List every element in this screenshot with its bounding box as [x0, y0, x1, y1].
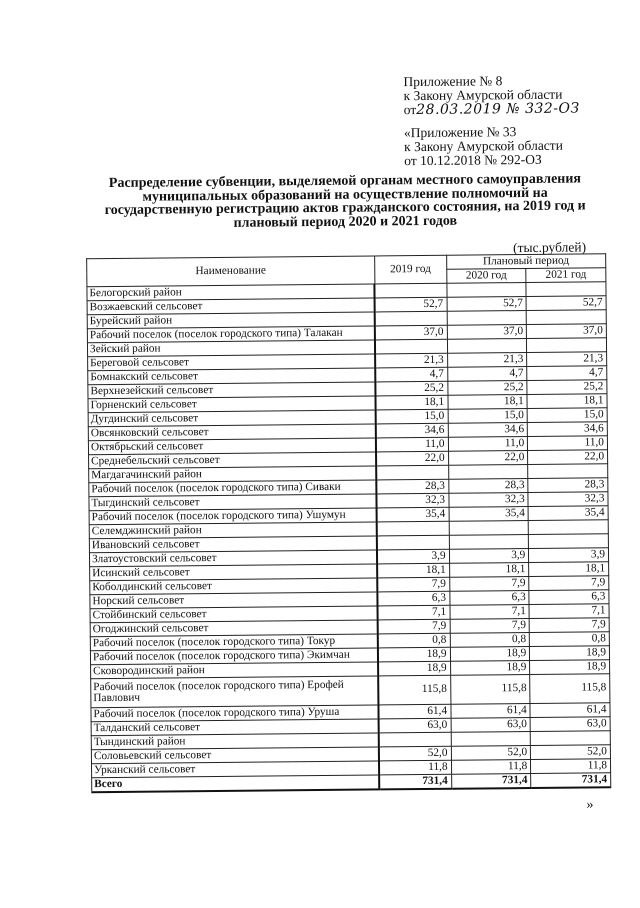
row-value-2021: 15,0	[527, 408, 607, 423]
row-value-2019: 0,8	[378, 633, 450, 648]
row-value-2019: 28,3	[377, 479, 449, 494]
row-value-2021	[528, 464, 608, 479]
row-value-2020: 11,8	[451, 759, 531, 774]
row-value-2021: 34,6	[528, 422, 608, 437]
row-value-2020: 18,1	[449, 563, 529, 578]
row-value-2020: 63,0	[451, 717, 531, 732]
closing-quote: »	[586, 797, 594, 813]
row-value-2020	[447, 311, 527, 326]
row-value-2021: 11,0	[528, 436, 608, 451]
row-name: Возжаевский сельсовет	[87, 298, 375, 315]
row-value-2019: 6,3	[378, 591, 450, 606]
appendix-8-line1: Приложение № 8	[403, 73, 503, 90]
row-value-2021	[529, 534, 609, 549]
row-name: Соловьевский сельсовет	[91, 747, 379, 764]
row-value-2021: 7,9	[529, 618, 609, 633]
row-value-2021: 11,8	[531, 759, 611, 774]
row-name: Норский сельсовет	[90, 592, 378, 609]
row-value-2019: 18,1	[377, 563, 449, 578]
row-value-2021	[526, 282, 606, 297]
row-value-2020: 32,3	[448, 493, 528, 508]
row-value-2019: 18,9	[378, 661, 450, 676]
row-value-2021: 52,0	[531, 745, 611, 760]
row-value-2020: 15,0	[448, 409, 528, 424]
row-value-2020	[447, 339, 527, 354]
row-value-2019: 63,0	[379, 718, 451, 733]
row-name: Верхнезейский сельсовет	[88, 382, 376, 399]
row-value-2019: 4,7	[376, 367, 448, 382]
row-value-2019: 32,3	[377, 493, 449, 508]
row-value-2020	[449, 535, 529, 550]
row-name: Бомнакский сельсовет	[88, 368, 376, 385]
row-value-2021: 18,9	[530, 646, 610, 661]
appendix-8-header	[403, 73, 579, 117]
row-value-2020	[449, 521, 529, 536]
row-value-2019: 25,2	[376, 381, 448, 396]
row-value-2020: 35,4	[449, 507, 529, 522]
row-value-2020: 0,8	[450, 632, 530, 647]
row-value-2020: 22,0	[448, 451, 528, 466]
row-value-2019: 11,8	[379, 760, 451, 775]
row-name: Тыгдинский сельсовет	[89, 494, 377, 511]
appendix-8-date-prefix: от	[403, 102, 417, 118]
row-name: Горненский сельсовет	[88, 396, 376, 413]
row-value-2019: 52,7	[375, 297, 447, 312]
row-value-2021: 6,3	[529, 590, 609, 605]
column-header-name: Наименование	[87, 256, 375, 287]
row-value-2019	[375, 283, 447, 298]
row-value-2019	[376, 465, 448, 480]
row-value-2020: 18,9	[450, 660, 530, 675]
row-value-2019: 37,0	[375, 325, 447, 340]
row-value-2021	[527, 338, 607, 353]
row-name: Коболдинский сельсовет	[90, 578, 378, 595]
row-value-2020: 18,9	[450, 646, 530, 661]
row-name: Овсянковский сельсовет	[88, 424, 376, 441]
row-value-2020: 3,9	[449, 549, 529, 564]
row-name: Магдагачинский район	[89, 466, 377, 483]
column-header-2021: 2021 год	[526, 268, 606, 283]
row-value-2020: 25,2	[447, 381, 527, 396]
row-value-2019: 3,9	[377, 549, 449, 564]
row-value-2021: 3,9	[529, 548, 609, 563]
row-value-2021: 18,1	[529, 562, 609, 577]
row-value-2021: 52,7	[526, 296, 606, 311]
row-name: Златоустовский сельсовет	[89, 550, 377, 567]
row-value-2020: 7,9	[450, 618, 530, 633]
row-value-2020: 34,6	[448, 423, 528, 438]
row-value-2021: 25,2	[527, 380, 607, 395]
row-value-2019: 18,1	[376, 395, 448, 410]
row-value-2019	[377, 535, 449, 550]
appendix-8-line3	[404, 101, 580, 117]
row-value-2020: 6,3	[449, 590, 529, 605]
row-value-2021: 63,0	[530, 717, 610, 732]
row-value-2020: 28,3	[448, 479, 528, 494]
row-value-2021	[530, 731, 610, 746]
row-value-2019	[375, 311, 447, 326]
row-name: Рабочий поселок (поселок городского типа) Экимчан	[90, 648, 378, 665]
row-name: Тындинский район	[91, 733, 379, 750]
row-value-2020	[451, 731, 531, 746]
row-name: Селемджинский район	[89, 522, 377, 539]
row-name: Стойбинский сельсовет	[90, 606, 378, 623]
column-header-2020: 2020 год	[446, 269, 526, 284]
units-label: (тыс.рублей)	[512, 239, 587, 256]
row-value-2021: 115,8	[530, 674, 610, 704]
total-label: Всего	[92, 775, 380, 792]
row-value-2020: 7,9	[449, 576, 529, 591]
row-name: Ивановский сельсовет	[89, 536, 377, 553]
row-value-2021: 4,7	[527, 366, 607, 381]
row-value-2021: 18,9	[530, 660, 610, 675]
row-value-2019	[379, 732, 451, 747]
row-value-2020: 4,7	[447, 367, 527, 382]
row-value-2019: 115,8	[378, 675, 450, 705]
row-value-2020: 7,1	[450, 604, 530, 619]
row-value-2019: 15,0	[376, 409, 448, 424]
row-value-2020: 61,4	[451, 703, 531, 718]
row-name: Рабочий поселок (поселок городского типа) Талакан	[87, 326, 375, 343]
row-name: Рабочий поселок (поселок городского типа) Ерофей Павлович	[91, 676, 379, 708]
table-body	[87, 282, 611, 778]
row-name: Рабочий поселок (поселок городского типа) Токур	[90, 634, 378, 651]
row-name: Рабочий поселок (поселок городского типа) Уруша	[91, 705, 379, 722]
row-value-2021: 0,8	[530, 632, 610, 647]
row-name: Бурейский район	[87, 312, 375, 329]
row-name: Огоджинский сельсовет	[90, 620, 378, 637]
row-value-2019: 7,1	[378, 605, 450, 620]
appendix-33-line3: от 10.12.2018 № 292-ОЗ	[404, 151, 542, 169]
row-value-2019: 11,0	[376, 437, 448, 452]
row-value-2021: 7,9	[529, 576, 609, 591]
row-value-2019: 7,9	[378, 577, 450, 592]
row-value-2020: 11,0	[448, 437, 528, 452]
row-value-2019: 21,3	[375, 353, 447, 368]
appendix-33-line2: к Закону Амурской области	[404, 137, 563, 155]
row-name: Талданский сельсовет	[91, 719, 379, 736]
row-value-2021: 37,0	[527, 324, 607, 339]
row-value-2021: 18,1	[527, 394, 607, 409]
row-name: Рабочий поселок (поселок городского типа) Ушумун	[89, 508, 377, 525]
row-name: Сковородинский район	[91, 662, 379, 679]
row-value-2020: 21,3	[447, 353, 527, 368]
row-name: Среднебельский сельсовет	[89, 452, 377, 469]
row-value-2020: 18,1	[448, 395, 528, 410]
row-value-2019: 22,0	[376, 451, 448, 466]
row-value-2019: 52,0	[379, 746, 451, 761]
row-value-2021	[528, 520, 608, 535]
total-2019: 731,4	[379, 774, 451, 789]
row-value-2021: 21,3	[527, 352, 607, 367]
row-name: Зейский район	[87, 340, 375, 357]
row-value-2021	[526, 310, 606, 325]
appendix-33-header	[404, 125, 563, 169]
row-value-2020: 115,8	[450, 674, 530, 704]
row-value-2021: 35,4	[528, 506, 608, 521]
row-value-2020: 52,7	[447, 297, 527, 312]
row-value-2020	[446, 283, 526, 298]
row-value-2021: 7,1	[529, 604, 609, 619]
row-value-2019: 61,4	[379, 704, 451, 719]
row-value-2019: 7,9	[378, 619, 450, 634]
total-2020: 731,4	[451, 773, 531, 788]
row-value-2019: 34,6	[376, 423, 448, 438]
document-title: Распределение субвенции, выделяемой органам местного самоуправления муниципальных образований на осуществление полномочий на государственную регистрацию актов гражданского состояния, на 2019 год и плановый период 2020 и 2021 годов	[104, 171, 586, 231]
row-value-2019: 35,4	[377, 507, 449, 522]
row-value-2019	[377, 521, 449, 536]
column-header-2019: 2019 год	[374, 255, 446, 284]
total-2021: 731,4	[531, 773, 611, 788]
handwritten-date-number: 28.03.2019 № 332-ОЗ	[416, 100, 580, 119]
row-value-2021: 32,3	[528, 492, 608, 507]
row-value-2019: 18,9	[378, 647, 450, 662]
row-value-2020	[448, 465, 528, 480]
row-name: Октябрьский сельсовет	[88, 438, 376, 455]
row-name: Береговой сельсовет	[88, 354, 376, 371]
row-name: Дугдинский сельсовет	[88, 410, 376, 427]
row-name: Урканский сельсовет	[92, 761, 380, 778]
appendix-33-line1: «Приложение № 33	[403, 124, 517, 141]
row-value-2021: 61,4	[530, 703, 610, 718]
column-header-planned: Плановый период	[446, 254, 606, 270]
row-name: Рабочий поселок (поселок городского типа) Сиваки	[89, 480, 377, 497]
appendix-8-line2: к Закону Амурской области	[403, 86, 563, 104]
row-value-2021: 22,0	[528, 450, 608, 465]
row-value-2020: 37,0	[447, 325, 527, 340]
row-value-2020: 52,0	[451, 745, 531, 760]
row-name: Исинский сельсовет	[90, 564, 378, 581]
subvention-table	[86, 253, 611, 793]
row-value-2019	[375, 339, 447, 354]
row-value-2021: 28,3	[528, 478, 608, 493]
row-name: Белогорский район	[87, 284, 375, 301]
